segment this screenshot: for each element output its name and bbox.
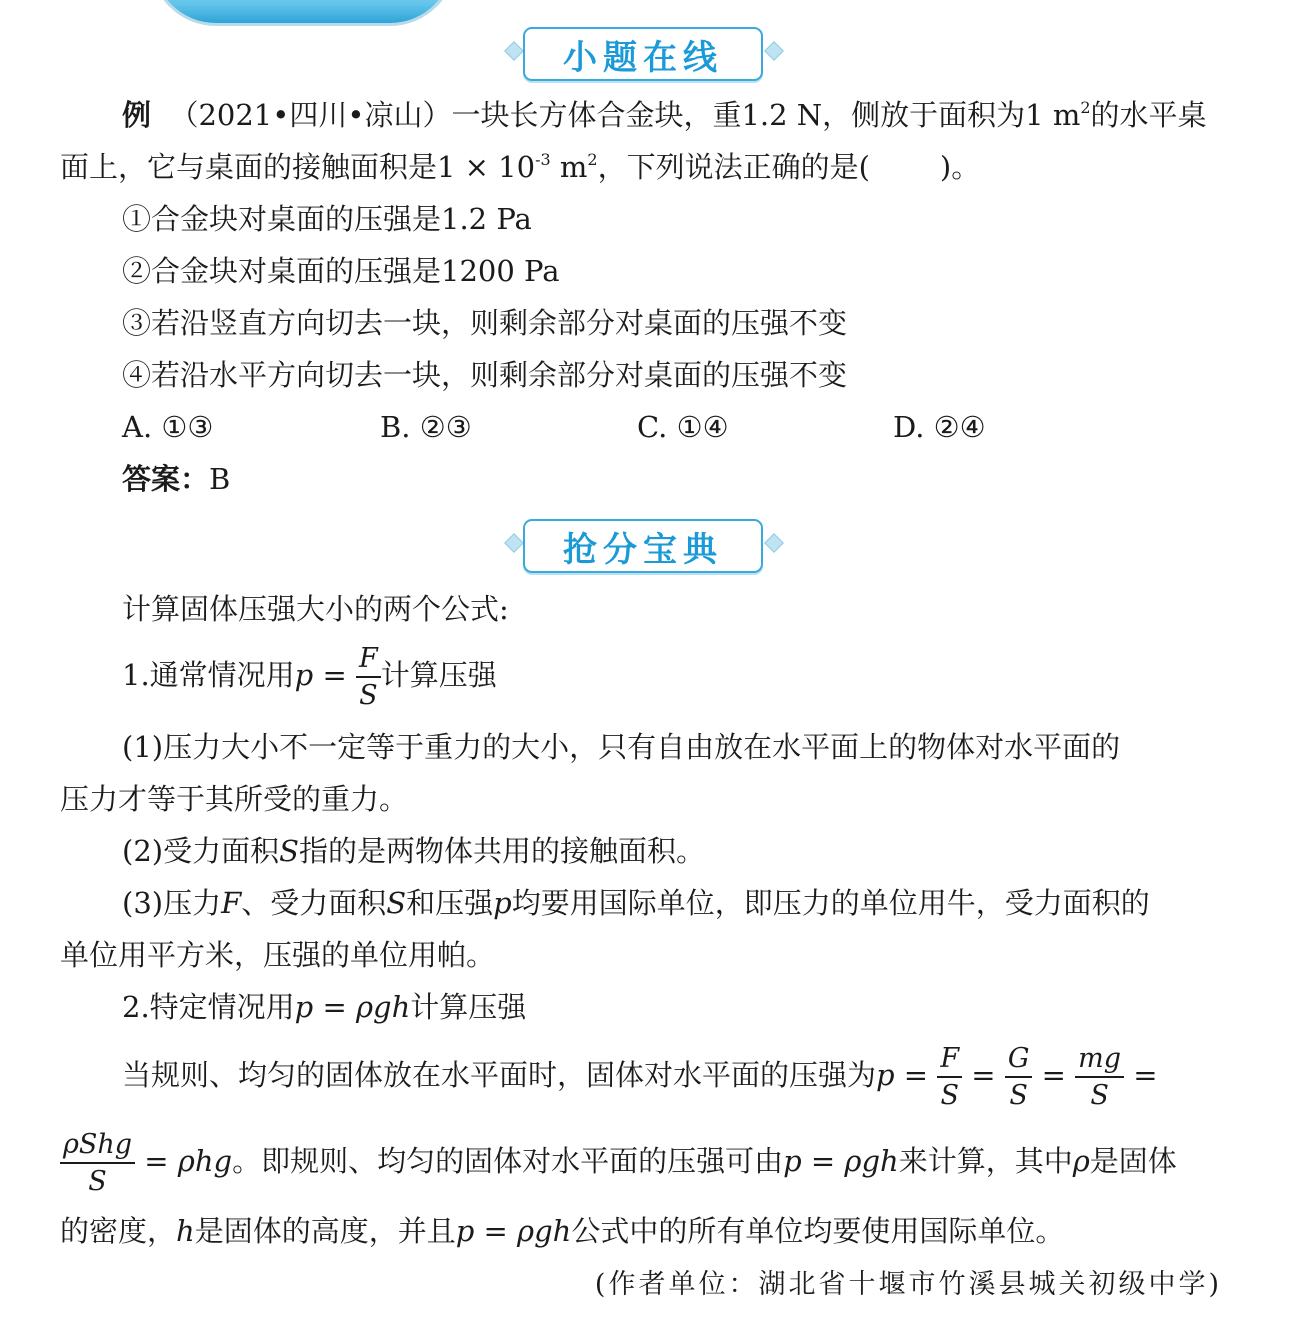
derivation-line-2: $\frac{\text{ρShg}}{S}$ = ρhg。即规则、均匀的固体对水平面的压强可由p = ρgh来计算，其中ρ是固体 <box>60 1129 1177 1197</box>
fraction-mg-over-s: $\frac{mg}{S}$ <box>1075 1043 1124 1111</box>
section-header-online <box>505 27 795 81</box>
point-1-line-a: (1)压力大小不一定等于重力的大小，只有自由放在水平面上的物体对水平面的 <box>122 730 1121 764</box>
decorative-header-image <box>150 0 456 26</box>
example-line-1: 例 （2021•四川•凉山）一块长方体合金块，重1.2 N，侧放于面积为1 $m^2$的水平桌 <box>122 98 1207 132</box>
statement-2: ②合金块对桌面的压强是1200 Pa <box>122 254 560 288</box>
diamond-icon <box>504 533 524 553</box>
formula-2-line: 2.特定情况用p = ρgh计算压强 <box>122 990 527 1024</box>
option-d: D. ②④ <box>893 410 986 444</box>
point-2: (2)受力面积S指的是两物体共用的接触面积。 <box>122 834 705 868</box>
diamond-icon <box>504 41 524 61</box>
answer-label: 答案： <box>122 462 210 496</box>
diamond-icon <box>764 41 784 61</box>
fraction-f-over-s: $\frac{F}{S}$ <box>937 1043 962 1111</box>
point-1-line-b: 压力才等于其所受的重力。 <box>60 782 409 816</box>
section-header-tips <box>505 519 795 573</box>
statement-1: ①合金块对桌面的压强是1.2 Pa <box>122 202 532 236</box>
statement-3: ③若沿竖直方向切去一块，则剩余部分对桌面的压强不变 <box>122 306 848 340</box>
option-b: B. ②③ <box>380 410 472 444</box>
example-label: 例 <box>122 98 152 132</box>
statement-4: ④若沿水平方向切去一块，则剩余部分对桌面的压强不变 <box>122 358 848 392</box>
point-3-line-b: 单位用平方米，压强的单位用帕。 <box>60 938 496 972</box>
derivation-line-3: 的密度，h是固体的高度，并且p = ρgh公式中的所有单位均要使用国际单位。 <box>60 1214 1065 1248</box>
tips-intro: 计算固体压强大小的两个公式: <box>122 592 509 626</box>
fraction-f-over-s: $\frac{F}{S}$ <box>356 643 381 711</box>
answer <box>122 462 231 496</box>
diamond-icon <box>764 533 784 553</box>
point-3-line-a: (3)压力F、受力面积S和压强p均要用国际单位，即压力的单位用牛，受力面积的 <box>122 886 1150 920</box>
option-c: C. ①④ <box>637 410 729 444</box>
fraction-g-over-s: $\frac{G}{S}$ <box>1005 1043 1033 1111</box>
fraction-rhoshg-over-s: $\frac{\text{ρShg}}{S}$ <box>60 1129 135 1197</box>
author-affiliation: (作者单位：湖北省十堰市竹溪县城关初级中学) <box>594 1269 1222 1300</box>
section-title: 小题在线 <box>523 27 763 81</box>
option-a: A. ①③ <box>122 410 214 444</box>
example-line-2: 面上，它与桌面的接触面积是$1 \times 10^{-3}$ $m^2$，下列说法正确的是( )。 <box>60 150 981 184</box>
formula-1-line: 1.通常情况用p = $\frac{F}{S}$ 计算压强 <box>122 643 497 712</box>
derivation-line-1: 当规则、均匀的固体放在水平面时，固体对水平面的压强为p = $\frac{F}{S}$ = $\frac{G}{S}$ = $\frac{mg}{S}$ = <box>122 1043 1158 1112</box>
answer-value: B <box>209 462 231 496</box>
section-title: 抢分宝典 <box>523 519 763 573</box>
